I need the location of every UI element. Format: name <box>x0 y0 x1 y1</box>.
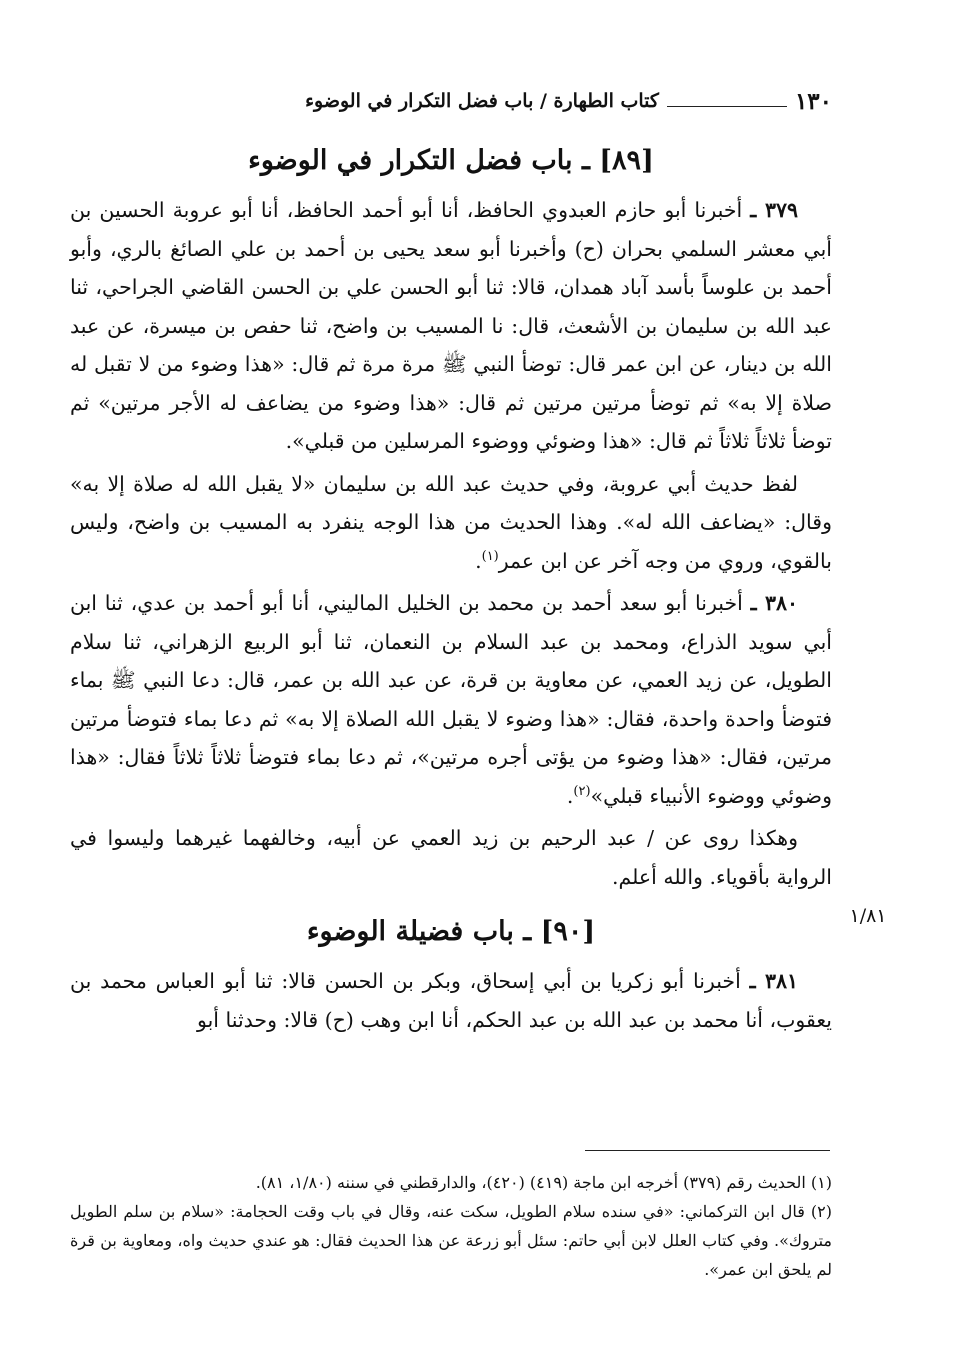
running-title: كتاب الطهارة / باب فضل التكرار في الوضوء <box>305 90 659 112</box>
footnote-item: (١) الحديث رقم (٣٧٩) أخرجه ابن ماجة (٤١٩) (٤٢٠)، والدارقطني في سننه (١/٨٠، ٨١). <box>255 1173 832 1192</box>
paragraph-text: لفظ حديث أبي عروبة، وفي حديث عبد الله بن سليمان «لا يقبل الله له صلاة إلا به» وقال: «يضاعف الله له». وهذا الحديث من هذا الوجه ينفرد به المسيب بن واضح، وليس بالقوي، وروي من وجه آخر عن ابن عمر <box>70 471 832 573</box>
running-header <box>70 86 832 116</box>
footnote-item: (٢) قال ابن التركماني: «في سنده سلام الطويل، سكت عنه، وقال في باب وقت الحجامة: «سلام بن سلم الطويل متروك». وفي كتاب العلل لابن أبي حاتم: سئل أبو زرعة عن هذا الحديث فقال: هو عندي حديث واه، ومعاوية بن قرة لم يلحق ابن عمر». <box>70 1202 832 1279</box>
chapter-heading: [٨٩] ـ باب فضل التكرار في الوضوء <box>248 145 654 176</box>
margin-manuscript-note: ١/٨١ <box>849 905 887 927</box>
chapter-heading: [٩٠] ـ باب فضيلة الوضوء <box>306 916 596 947</box>
paragraph-text: أخبرنا أبو زكريا بن أبي إسحاق، وبكر بن الحسن قالا: ثنا أبو العباس محمد بن يعقوب، أنا محمد بن عبد الله بن عبد الحكم، أنا ابن وهب (ح) قالا: وحدثنا أبو <box>70 969 832 1032</box>
page-number: ١٣٠ <box>794 87 832 115</box>
paragraph-text: وهكذا روى عن / عبد الرحيم بن زيد العمي عن أبيه، وخالفهما غيرهما وليسوا في الرواية بأقوياء. والله أعلم. <box>70 826 832 889</box>
hadith-number: ٣٨٠ ـ <box>750 591 798 615</box>
footnote-reference[interactable]: (٢) <box>573 783 591 799</box>
hadith-paragraph: ٣٨٠ ـ أخبرنا أبو سعد أحمد بن محمد بن الخليل الماليني، أنا أبو أحمد بن عدي، ثنا ابن أبي سويد الذراع، ومحمد بن عبد السلام بن النعمان، ثنا أبو الربيع الزهراني، ثنا سلام الطويل، عن زيد العمي، عن معاوية بن قرة، عن عبد الله بن عمر، قال: دعا النبي ﷺ بماء فتوضأ واحدة واحدة، فقال: «هذا وضوء لا يقبل الله الصلاة إلا به» ثم دعا بماء فتوضأ مرتين مرتين، فقال: «هذا وضوء من يؤتى أجره مرتين»، ثم دعا بماء فتوضأ ثلاثاً ثلاثاً فقال: «هذا وضوئي ووضوء الأنبياء قبلي»$^{(٢)}$. <box>70 591 832 808</box>
hadith-paragraph <box>70 962 832 1039</box>
footnotes <box>70 1168 832 1284</box>
hadith-number: ٣٨١ ـ <box>749 969 798 993</box>
commentary-paragraph <box>70 819 832 896</box>
header-rule <box>667 106 787 107</box>
paragraph-text: أخبرنا أبو حازم العبدوي الحافظ، أنا أبو أحمد الحافظ، أنا أبو عروبة الحسين بن أبي معشر السلمي بحران (ح) وأخبرنا أبو سعد يحيى بن أحمد بن علي الصائغ بالري، وأبو أحمد بن علوساً بأسد آباد همدان، قالا: ثنا أبو الحسن علي بن الحسن القاضي الجراحي، ثنا عبد الله بن سليمان بن الأشعث، قال: نا المسيب بن واضح، ثنا حفص بن ميسرة، عن عبد الله بن دينار، عن ابن عمر قال: توضأ النبي ﷺ مرة مرة ثم قال: «هذا وضوء من لا تقبل له صلاة إلا به» ثم توضأ مرتين مرتين ثم قال: «هذا وضوء من يضاعف له الأجر مرتين» ثم توضأ ثلاثاً ثلاثاً ثم قال: «هذا وضوئي ووضوء المرسلين من قبلي». <box>70 198 832 453</box>
commentary-paragraph: لفظ حديث أبي عروبة، وفي حديث عبد الله بن سليمان «لا يقبل الله له صلاة إلا به» وقال: «يضاعف الله له». وهذا الحديث من هذا الوجه ينفرد به المسيب بن واضح، وليس بالقوي، وروي من وجه آخر عن ابن عمر$^{(١)}$. <box>70 471 832 573</box>
footnote-separator <box>585 1150 830 1151</box>
main-text <box>70 135 832 1043</box>
footnote-reference[interactable]: (١) <box>481 548 499 564</box>
paragraph-text: أخبرنا أبو سعد أحمد بن محمد بن الخليل الماليني، أنا أبو أحمد بن عدي، ثنا ابن أبي سويد الذراع، ومحمد بن عبد السلام بن النعمان، ثنا أبو الربيع الزهراني، ثنا سلام الطويل، عن زيد العمي، عن معاوية بن قرة، عن عبد الله بن عمر، قال: دعا النبي ﷺ بماء فتوضأ واحدة واحدة، فقال: «هذا وضوء لا يقبل الله الصلاة إلا به» ثم دعا بماء فتوضأ مرتين مرتين، فقال: «هذا وضوء من يؤتى أجره مرتين»، ثم دعا بماء فتوضأ ثلاثاً ثلاثاً فقال: «هذا وضوئي ووضوء الأنبياء قبلي» <box>70 591 832 808</box>
hadith-paragraph <box>70 191 832 461</box>
hadith-number: ٣٧٩ ـ <box>750 198 798 222</box>
